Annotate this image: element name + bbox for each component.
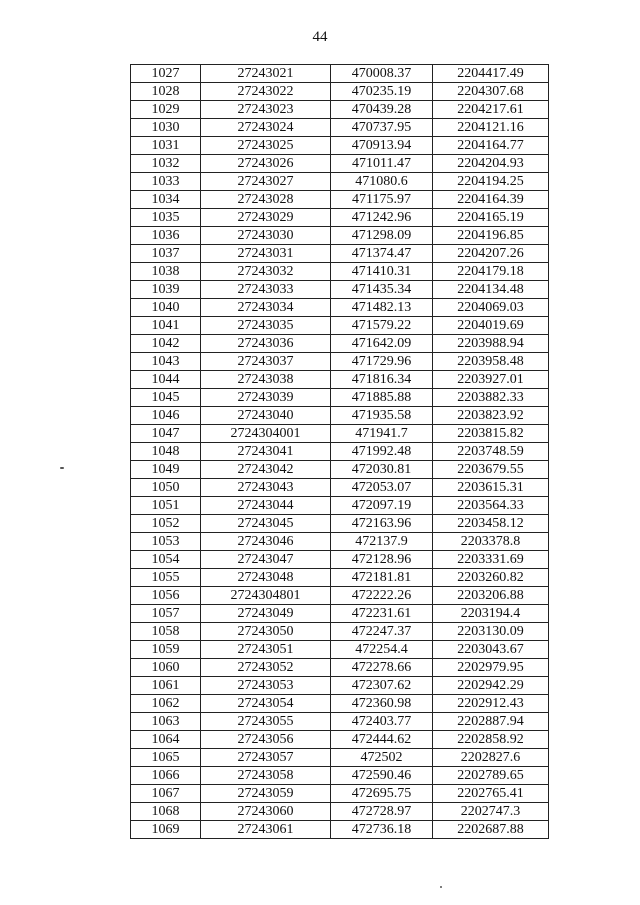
x-coordinate-cell: 470439.28 — [331, 101, 433, 119]
y-coordinate-cell: 2202827.6 — [433, 749, 549, 767]
y-coordinate-cell: 2204164.77 — [433, 137, 549, 155]
y-coordinate-cell: 2203378.8 — [433, 533, 549, 551]
point-number-cell: 1048 — [131, 443, 201, 461]
x-coordinate-cell: 472728.97 — [331, 803, 433, 821]
x-coordinate-cell: 472163.96 — [331, 515, 433, 533]
x-coordinate-cell: 472307.62 — [331, 677, 433, 695]
x-coordinate-cell: 470737.95 — [331, 119, 433, 137]
table-row — [131, 281, 549, 299]
point-number-cell: 1052 — [131, 515, 201, 533]
y-coordinate-cell: 2202747.3 — [433, 803, 549, 821]
point-number-cell: 1036 — [131, 227, 201, 245]
y-coordinate-cell: 2203206.88 — [433, 587, 549, 605]
x-coordinate-cell: 472736.18 — [331, 821, 433, 839]
code-cell: 27243040 — [201, 407, 331, 425]
code-cell: 27243032 — [201, 263, 331, 281]
table-row — [131, 137, 549, 155]
table-row — [131, 191, 549, 209]
x-coordinate-cell: 472247.37 — [331, 623, 433, 641]
point-number-cell: 1033 — [131, 173, 201, 191]
table-row — [131, 641, 549, 659]
code-cell: 27243048 — [201, 569, 331, 587]
code-cell: 27243059 — [201, 785, 331, 803]
y-coordinate-cell: 2204217.61 — [433, 101, 549, 119]
point-number-cell: 1046 — [131, 407, 201, 425]
x-coordinate-cell: 471410.31 — [331, 263, 433, 281]
table-row — [131, 767, 549, 785]
table-row — [131, 695, 549, 713]
y-coordinate-cell: 2203458.12 — [433, 515, 549, 533]
table-row — [131, 173, 549, 191]
point-number-cell: 1027 — [131, 65, 201, 83]
table-row — [131, 65, 549, 83]
y-coordinate-cell: 2202912.43 — [433, 695, 549, 713]
y-coordinate-cell: 2203927.01 — [433, 371, 549, 389]
y-coordinate-cell: 2204194.25 — [433, 173, 549, 191]
table-row — [131, 443, 549, 461]
table-row — [131, 659, 549, 677]
y-coordinate-cell: 2203615.31 — [433, 479, 549, 497]
x-coordinate-cell: 472254.4 — [331, 641, 433, 659]
table-row — [131, 551, 549, 569]
y-coordinate-cell: 2202687.88 — [433, 821, 549, 839]
code-cell: 27243047 — [201, 551, 331, 569]
y-coordinate-cell: 2203130.09 — [433, 623, 549, 641]
y-coordinate-cell: 2203194.4 — [433, 605, 549, 623]
code-cell: 27243023 — [201, 101, 331, 119]
code-cell: 27243054 — [201, 695, 331, 713]
code-cell: 27243021 — [201, 65, 331, 83]
code-cell: 27243052 — [201, 659, 331, 677]
table-row — [131, 515, 549, 533]
table-row — [131, 587, 549, 605]
scan-speck-left — [60, 467, 64, 469]
point-number-cell: 1051 — [131, 497, 201, 515]
code-cell: 27243031 — [201, 245, 331, 263]
table-row — [131, 83, 549, 101]
y-coordinate-cell: 2203988.94 — [433, 335, 549, 353]
y-coordinate-cell: 2202858.92 — [433, 731, 549, 749]
coordinates-table-body — [131, 65, 549, 839]
y-coordinate-cell: 2204179.18 — [433, 263, 549, 281]
point-number-cell: 1049 — [131, 461, 201, 479]
code-cell: 27243060 — [201, 803, 331, 821]
point-number-cell: 1044 — [131, 371, 201, 389]
point-number-cell: 1067 — [131, 785, 201, 803]
table-row — [131, 425, 549, 443]
code-cell: 27243049 — [201, 605, 331, 623]
coordinates-table-container — [130, 64, 549, 839]
code-cell: 27243034 — [201, 299, 331, 317]
y-coordinate-cell: 2203260.82 — [433, 569, 549, 587]
y-coordinate-cell: 2204019.69 — [433, 317, 549, 335]
table-row — [131, 245, 549, 263]
x-coordinate-cell: 471435.34 — [331, 281, 433, 299]
code-cell: 27243061 — [201, 821, 331, 839]
x-coordinate-cell: 472181.81 — [331, 569, 433, 587]
code-cell: 27243058 — [201, 767, 331, 785]
x-coordinate-cell: 472128.96 — [331, 551, 433, 569]
y-coordinate-cell: 2204204.93 — [433, 155, 549, 173]
table-row — [131, 749, 549, 767]
x-coordinate-cell: 471642.09 — [331, 335, 433, 353]
code-cell: 27243026 — [201, 155, 331, 173]
x-coordinate-cell: 470008.37 — [331, 65, 433, 83]
y-coordinate-cell: 2204417.49 — [433, 65, 549, 83]
x-coordinate-cell: 472590.46 — [331, 767, 433, 785]
x-coordinate-cell: 471374.47 — [331, 245, 433, 263]
y-coordinate-cell: 2203882.33 — [433, 389, 549, 407]
point-number-cell: 1041 — [131, 317, 201, 335]
x-coordinate-cell: 471885.88 — [331, 389, 433, 407]
code-cell: 27243044 — [201, 497, 331, 515]
x-coordinate-cell: 472278.66 — [331, 659, 433, 677]
point-number-cell: 1034 — [131, 191, 201, 209]
x-coordinate-cell: 470913.94 — [331, 137, 433, 155]
point-number-cell: 1038 — [131, 263, 201, 281]
y-coordinate-cell: 2204196.85 — [433, 227, 549, 245]
table-row — [131, 227, 549, 245]
code-cell: 27243028 — [201, 191, 331, 209]
point-number-cell: 1066 — [131, 767, 201, 785]
code-cell: 2724304801 — [201, 587, 331, 605]
table-row — [131, 353, 549, 371]
point-number-cell: 1035 — [131, 209, 201, 227]
y-coordinate-cell: 2203679.55 — [433, 461, 549, 479]
point-number-cell: 1040 — [131, 299, 201, 317]
code-cell: 27243025 — [201, 137, 331, 155]
y-coordinate-cell: 2204121.16 — [433, 119, 549, 137]
x-coordinate-cell: 471175.97 — [331, 191, 433, 209]
point-number-cell: 1054 — [131, 551, 201, 569]
point-number-cell: 1053 — [131, 533, 201, 551]
table-row — [131, 479, 549, 497]
x-coordinate-cell: 472097.19 — [331, 497, 433, 515]
code-cell: 27243055 — [201, 713, 331, 731]
page-number: 44 — [312, 29, 328, 45]
point-number-cell: 1059 — [131, 641, 201, 659]
code-cell: 27243027 — [201, 173, 331, 191]
x-coordinate-cell: 472695.75 — [331, 785, 433, 803]
table-row — [131, 497, 549, 515]
table-row — [131, 713, 549, 731]
y-coordinate-cell: 2204165.19 — [433, 209, 549, 227]
x-coordinate-cell: 471080.6 — [331, 173, 433, 191]
y-coordinate-cell: 2202765.41 — [433, 785, 549, 803]
point-number-cell: 1029 — [131, 101, 201, 119]
table-row — [131, 389, 549, 407]
code-cell: 27243038 — [201, 371, 331, 389]
point-number-cell: 1039 — [131, 281, 201, 299]
table-row — [131, 101, 549, 119]
x-coordinate-cell: 471729.96 — [331, 353, 433, 371]
code-cell: 27243051 — [201, 641, 331, 659]
x-coordinate-cell: 472137.9 — [331, 533, 433, 551]
y-coordinate-cell: 2203958.48 — [433, 353, 549, 371]
code-cell: 2724304001 — [201, 425, 331, 443]
table-row — [131, 821, 549, 839]
code-cell: 27243056 — [201, 731, 331, 749]
table-row — [131, 623, 549, 641]
x-coordinate-cell: 472053.07 — [331, 479, 433, 497]
x-coordinate-cell: 472231.61 — [331, 605, 433, 623]
table-row — [131, 407, 549, 425]
point-number-cell: 1037 — [131, 245, 201, 263]
point-number-cell: 1058 — [131, 623, 201, 641]
x-coordinate-cell: 471242.96 — [331, 209, 433, 227]
y-coordinate-cell: 2203823.92 — [433, 407, 549, 425]
code-cell: 27243029 — [201, 209, 331, 227]
x-coordinate-cell: 471941.7 — [331, 425, 433, 443]
y-coordinate-cell: 2202942.29 — [433, 677, 549, 695]
point-number-cell: 1028 — [131, 83, 201, 101]
table-row — [131, 119, 549, 137]
table-row — [131, 605, 549, 623]
x-coordinate-cell: 472222.26 — [331, 587, 433, 605]
table-row — [131, 803, 549, 821]
point-number-cell: 1032 — [131, 155, 201, 173]
y-coordinate-cell: 2203815.82 — [433, 425, 549, 443]
point-number-cell: 1060 — [131, 659, 201, 677]
x-coordinate-cell: 472444.62 — [331, 731, 433, 749]
code-cell: 27243022 — [201, 83, 331, 101]
code-cell: 27243041 — [201, 443, 331, 461]
code-cell: 27243024 — [201, 119, 331, 137]
point-number-cell: 1063 — [131, 713, 201, 731]
point-number-cell: 1047 — [131, 425, 201, 443]
scan-speck-bottom — [440, 886, 442, 888]
point-number-cell: 1055 — [131, 569, 201, 587]
code-cell: 27243037 — [201, 353, 331, 371]
y-coordinate-cell: 2203043.67 — [433, 641, 549, 659]
code-cell: 27243030 — [201, 227, 331, 245]
coordinates-table — [130, 64, 549, 839]
y-coordinate-cell: 2203748.59 — [433, 443, 549, 461]
table-row — [131, 155, 549, 173]
y-coordinate-cell: 2203564.33 — [433, 497, 549, 515]
code-cell: 27243033 — [201, 281, 331, 299]
y-coordinate-cell: 2204307.68 — [433, 83, 549, 101]
point-number-cell: 1068 — [131, 803, 201, 821]
x-coordinate-cell: 472502 — [331, 749, 433, 767]
y-coordinate-cell: 2204069.03 — [433, 299, 549, 317]
table-row — [131, 677, 549, 695]
code-cell: 27243043 — [201, 479, 331, 497]
point-number-cell: 1030 — [131, 119, 201, 137]
point-number-cell: 1043 — [131, 353, 201, 371]
y-coordinate-cell: 2202789.65 — [433, 767, 549, 785]
y-coordinate-cell: 2203331.69 — [433, 551, 549, 569]
code-cell: 27243050 — [201, 623, 331, 641]
table-row — [131, 299, 549, 317]
table-row — [131, 263, 549, 281]
point-number-cell: 1061 — [131, 677, 201, 695]
y-coordinate-cell: 2202887.94 — [433, 713, 549, 731]
table-row — [131, 785, 549, 803]
table-row — [131, 533, 549, 551]
x-coordinate-cell: 471482.13 — [331, 299, 433, 317]
point-number-cell: 1057 — [131, 605, 201, 623]
point-number-cell: 1045 — [131, 389, 201, 407]
table-row — [131, 317, 549, 335]
x-coordinate-cell: 470235.19 — [331, 83, 433, 101]
point-number-cell: 1050 — [131, 479, 201, 497]
code-cell: 27243046 — [201, 533, 331, 551]
table-row — [131, 335, 549, 353]
x-coordinate-cell: 471298.09 — [331, 227, 433, 245]
x-coordinate-cell: 472030.81 — [331, 461, 433, 479]
table-row — [131, 569, 549, 587]
table-row — [131, 209, 549, 227]
table-row — [131, 731, 549, 749]
table-row — [131, 371, 549, 389]
y-coordinate-cell: 2204164.39 — [433, 191, 549, 209]
point-number-cell: 1069 — [131, 821, 201, 839]
x-coordinate-cell: 472360.98 — [331, 695, 433, 713]
point-number-cell: 1031 — [131, 137, 201, 155]
code-cell: 27243045 — [201, 515, 331, 533]
code-cell: 27243036 — [201, 335, 331, 353]
x-coordinate-cell: 471579.22 — [331, 317, 433, 335]
point-number-cell: 1056 — [131, 587, 201, 605]
point-number-cell: 1062 — [131, 695, 201, 713]
point-number-cell: 1042 — [131, 335, 201, 353]
table-row — [131, 461, 549, 479]
code-cell: 27243035 — [201, 317, 331, 335]
point-number-cell: 1064 — [131, 731, 201, 749]
x-coordinate-cell: 471011.47 — [331, 155, 433, 173]
code-cell: 27243053 — [201, 677, 331, 695]
x-coordinate-cell: 471992.48 — [331, 443, 433, 461]
y-coordinate-cell: 2202979.95 — [433, 659, 549, 677]
x-coordinate-cell: 471816.34 — [331, 371, 433, 389]
y-coordinate-cell: 2204134.48 — [433, 281, 549, 299]
x-coordinate-cell: 472403.77 — [331, 713, 433, 731]
point-number-cell: 1065 — [131, 749, 201, 767]
x-coordinate-cell: 471935.58 — [331, 407, 433, 425]
y-coordinate-cell: 2204207.26 — [433, 245, 549, 263]
code-cell: 27243057 — [201, 749, 331, 767]
code-cell: 27243042 — [201, 461, 331, 479]
code-cell: 27243039 — [201, 389, 331, 407]
